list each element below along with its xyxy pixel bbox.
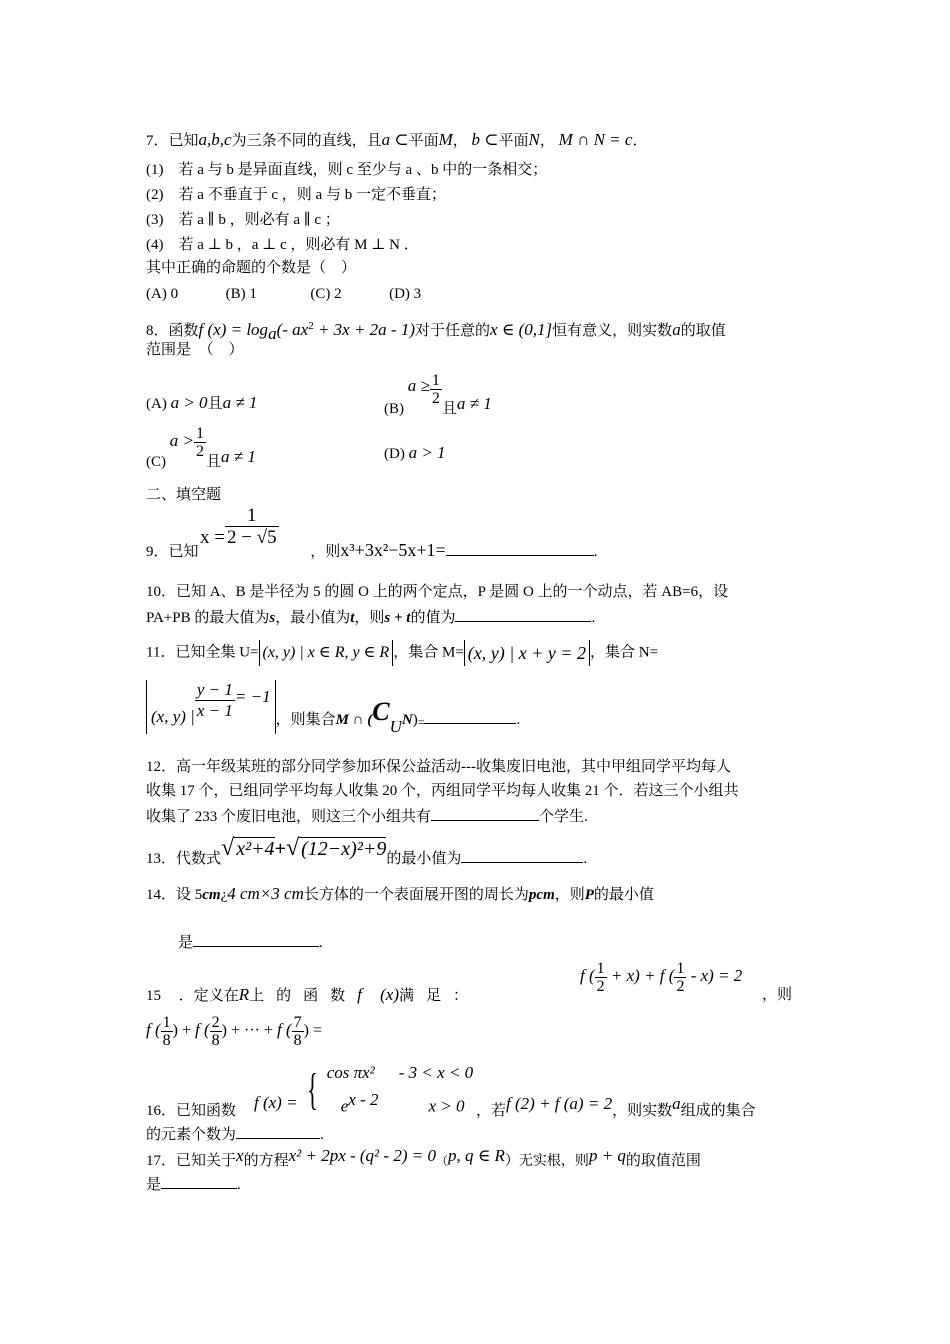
q7-proposition-2: (2) 若 a 不垂直于 c ，则 a 与 b 一定不垂直；: [146, 187, 446, 203]
q12-line1: 12．高一年级某班的部分同学参加环保公益活动---收集废旧电池，其中甲组同学平均每人: [146, 759, 731, 775]
q13-line: 13．代数式√ x²+4+√ (12−x)²+9的最小值为 .: [146, 835, 588, 867]
q9-fraction: x = $\frac{1}{2 - √5}$: [200, 505, 277, 548]
q8-option-d: (D) a > 1: [384, 443, 446, 462]
q8-option-b: (B) a ≥ $\frac{1}{2}$ 且a ≠ 1: [384, 372, 492, 417]
q10-line2: PA+PB 的最大值为s，最小值为t，则s + t的值为 .: [146, 607, 595, 628]
q17-answer-blank[interactable]: [161, 1174, 237, 1189]
q7-option-d: (D) 3: [389, 286, 422, 302]
q9-answer-blank[interactable]: [446, 541, 594, 556]
q7-option-b: (B) 1: [225, 286, 257, 302]
q15-line1: 15 ．定义在R上的函数f (x)满足：: [146, 985, 481, 1004]
q11-line1: 11．已知全集 U= (x, y) | x ∈ R, y ∈ R ，集合 M= (x, y) | x + y = 2 ，集合 N=: [146, 640, 658, 666]
q15-then: ，则: [762, 987, 793, 1003]
q15-condition: f ( $\frac{1}{2}$ + x) + f ( $\frac{1}{2}$ - x) = 2: [580, 960, 743, 995]
q7-stem-line: 7．已知a,b,c为三条不同的直线，且a ⊂平面M， b ⊂平面N， M ∩ N = c．: [146, 130, 648, 149]
q10-answer-blank[interactable]: [455, 607, 591, 622]
q7-options: [146, 284, 421, 304]
q8-stem-line: 8．函数f $(x) = \log_a(-$ $ax^2 + 3x + 2a - 1$)对于任意的x ∈ (0,1]恒有意义，则实数a的取值: [146, 320, 726, 343]
q16-answer-blank[interactable]: [236, 1124, 320, 1139]
q7-question: 其中正确的命题的个数是（ ）: [146, 260, 357, 276]
q14-line1: 14．设 5cm¿4 cm×3 cm长方体的一个表面展开图的周长为pcm，则P的最小值: [146, 884, 654, 903]
section-heading: 二、填空题: [146, 487, 222, 503]
q11-line2: (x, y) | $\frac{y - 1}{x - 1}$ = −1，则集合M ∩ $(C_UN)_=$ .: [146, 680, 520, 734]
q16-line2: 的元素个数为 .: [146, 1124, 324, 1145]
q7-option-a: (A) 0: [146, 286, 179, 302]
q8-option-a: (A) a > 0且a ≠ 1: [146, 393, 258, 412]
q9-stem-line: 9．已知 ，则x³+3x²−5x+1= .: [146, 540, 598, 560]
q16-line1: 16．已知函数 ，若f (2) + f (a) = 2，则实数a组成的集合: [146, 1094, 756, 1119]
q14-line2: 是 .: [178, 932, 323, 953]
q16-piecewise: f (x) = { cos πx² - 3 < x < 0 $e^{x - 2}$ x > 0: [254, 1063, 474, 1116]
q12-line2: 收集 17 个，已组同学平均每人收集 20 个，丙组同学平均每人收集 21 个．若这三个小组共: [146, 783, 739, 799]
q8-option-c: (C) a > $\frac{1}{2}$ 且a ≠ 1: [146, 425, 256, 470]
q13-answer-blank[interactable]: [461, 848, 583, 863]
q11-answer-blank[interactable]: [424, 709, 516, 724]
q17-line2: 是 .: [146, 1174, 241, 1195]
q10-line1: 10．已知 A、B 是半径为 5 的圆 O 上的两个定点，P 是圆 O 上的一个动点，若 AB=6，设: [146, 584, 729, 600]
q12-line3: 收集了 233 个废旧电池，则这三个小组共有 个学生.: [146, 806, 588, 827]
q7-option-c: (C) 2: [310, 286, 342, 302]
q12-answer-blank[interactable]: [431, 806, 539, 821]
q7-proposition-4: (4) 若 a ⊥ b ，a ⊥ c ，则必有 M ⊥ N ．: [146, 237, 419, 253]
q15-sum: f ( $\frac{1}{8}$ ) + f ( $\frac{2}{8}$ ) + ··· + f ( $\frac{7}{8}$ ) =: [146, 1014, 322, 1049]
q17-line1: 17．已知关于x的方程x² + 2px - (q² - 2) = 0（p, q ∈ R）无实根，则p + q的取值范围: [146, 1146, 701, 1169]
q8-stem-line2: 范围是 （ ）: [146, 342, 244, 358]
q7-proposition-3: (3) 若 a ∥ b ，则必有 a ∥ c ；: [146, 212, 340, 228]
q7-proposition-1: (1) 若 a 与 b 是异面直线，则 c 至少与 a 、b 中的一条相交；: [146, 162, 548, 178]
q14-answer-blank[interactable]: [193, 932, 319, 947]
